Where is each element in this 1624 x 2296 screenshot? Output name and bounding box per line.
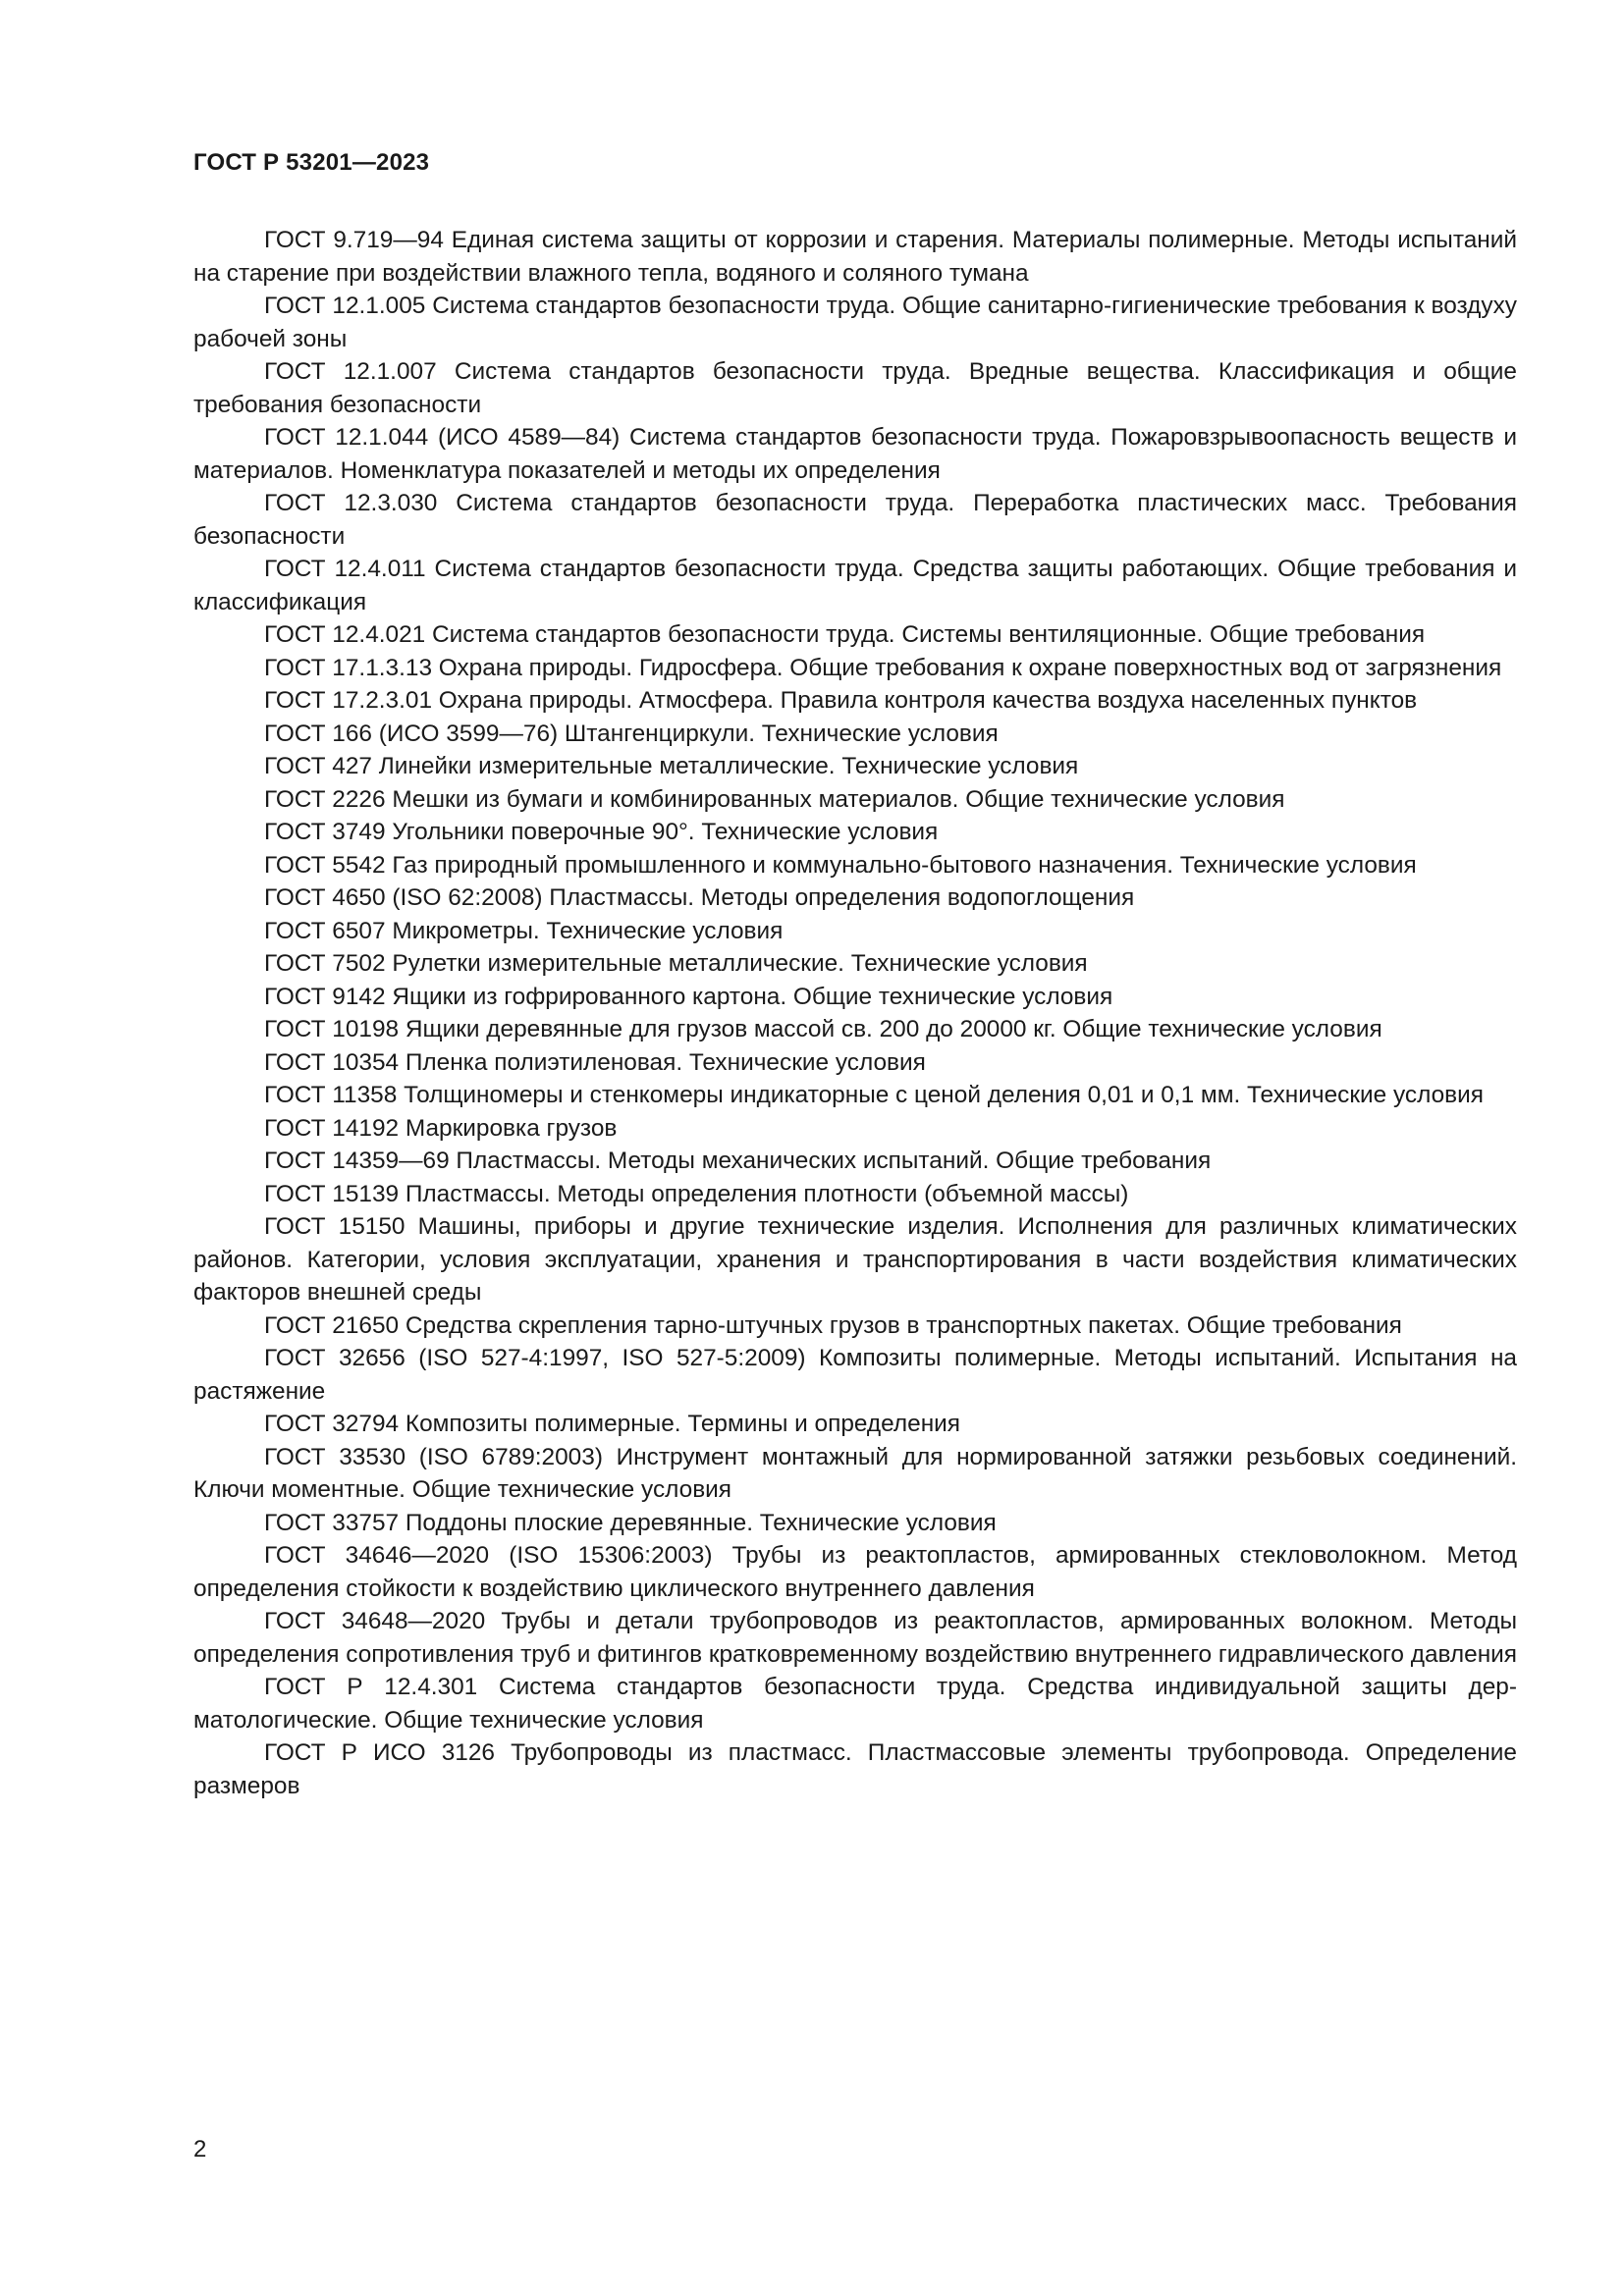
reference-item: ГОСТ 10198 Ящики деревянные для грузов массой св. 200 до 20000 кг. Общие технические условия <box>264 1016 1382 1042</box>
reference-item: ГОСТ 5542 Газ природный промышленного и коммунально-бытового назначения. Технические условия <box>264 851 1417 879</box>
page-header-doc-code: ГОСТ Р 53201—2023 <box>193 149 430 176</box>
reference-item: ГОСТ 15150 Машины, приборы и другие технические изделия. Исполнения для различных климатических районов. Категории, условия эксплуатации, хранения и транспортирования в части воздействия климатических факторов внешней среды <box>193 1213 1517 1306</box>
reference-item: ГОСТ 32656 (ISO 527-4:1997, ISO 527-5:2009) Композиты полимерные. Методы испытаний. Испытания на растяжение <box>193 1345 1517 1405</box>
reference-item: ГОСТ 427 Линейки измерительные металлические. Технические условия <box>264 753 1079 779</box>
reference-item: ГОСТ 14192 Маркировка грузов <box>264 1114 618 1142</box>
reference-item: ГОСТ 14359—69 Пластмассы. Методы механических испытаний. Общие требования <box>264 1148 1212 1174</box>
reference-item: ГОСТ 17.1.3.13 Охрана природы. Гидросфера. Общие требования к охране поверхностных вод от загрязнения <box>264 654 1502 681</box>
reference-item: ГОСТ 12.3.030 Система стандартов безопасности труда. Переработка пластических масс. Требования безопасности <box>193 490 1517 550</box>
reference-item: ГОСТ 3749 Угольники поверочные 90°. Технические условия <box>264 819 939 845</box>
reference-item: ГОСТ 17.2.3.01 Охрана природы. Атмосфера. Правила контроля качества воздуха населенных пунктов <box>264 687 1418 714</box>
reference-item: ГОСТ 21650 Средства скрепления тарно-штучных грузов в транспортных пакетах. Общие требования <box>264 1311 1402 1339</box>
reference-item: ГОСТ 6507 Микрометры. Технические условия <box>264 917 784 944</box>
reference-item: ГОСТ 11358 Толщиномеры и стенкомеры индикаторные с ценой деления 0,01 и 0,1 мм. Технические условия <box>264 1082 1484 1108</box>
reference-item: ГОСТ Р 12.4.301 Система стандартов безопасности труда. Средства индивидуальной защиты дерматологические. Общие технические условия <box>193 1674 1517 1734</box>
reference-item: ГОСТ 33530 (ISO 6789:2003) Инструмент монтажный для нормированной затяжки резьбовых соединений. Ключи моментные. Общие технические условия <box>193 1443 1517 1503</box>
reference-item: ГОСТ 10354 Пленка полиэтиленовая. Технические условия <box>264 1048 926 1076</box>
reference-item: ГОСТ 34648—2020 Трубы и детали трубопроводов из реактопластов, армированных волокном. Методы определения сопротивления труб и фитингов кратковременному воздействию внутреннего гидравлического давления <box>193 1608 1518 1668</box>
normative-references-list <box>193 224 1517 1802</box>
reference-item: ГОСТ 9.719—94 Единая система защиты от коррозии и старения. Материалы полимерные. Методы испытаний на старение при воздействии влажного тепла, водяного и соляного тумана <box>193 227 1517 287</box>
reference-item: ГОСТ 2226 Мешки из бумаги и комбинированных материалов. Общие технические условия <box>264 785 1285 813</box>
reference-item: ГОСТ 166 (ИСО 3599—76) Штангенциркули. Технические условия <box>264 720 999 747</box>
reference-item: ГОСТ 33757 Поддоны плоские деревянные. Технические условия <box>264 1509 997 1536</box>
reference-item: ГОСТ 4650 (ISO 62:2008) Пластмассы. Методы определения водопоглощения <box>264 884 1135 911</box>
page-number: 2 <box>193 2136 207 2163</box>
reference-item: ГОСТ 9142 Ящики из гофрированного картона. Общие технические условия <box>264 983 1113 1010</box>
reference-item: ГОСТ 32794 Композиты полимерные. Термины и определения <box>264 1411 961 1437</box>
reference-item: ГОСТ 12.1.044 (ИСО 4589—84) Система стандартов безопасности труда. Пожаровзрывоопасность веществ и материалов. Номенклатура показателей и методы их определения <box>193 424 1517 484</box>
reference-item: ГОСТ 7502 Рулетки измерительные металлические. Технические условия <box>264 950 1088 977</box>
reference-item: ГОСТ 12.1.007 Система стандартов безопасности труда. Вредные вещества. Классификация и общие требования безопасности <box>193 358 1517 418</box>
reference-item: ГОСТ Р ИСО 3126 Трубопроводы из пластмасс. Пластмассовые элементы трубопровода. Определение размеров <box>193 1739 1517 1799</box>
reference-item: ГОСТ 34646—2020 (ISO 15306:2003) Трубы из реактопластов, армированных стекловолокном. Метод определения стойкости к воздействию циклического внутреннего давления <box>193 1542 1517 1602</box>
reference-item: ГОСТ 12.1.005 Система стандартов безопасности труда. Общие санитарно-гигиенические требования к воздуху рабочей зоны <box>193 293 1517 352</box>
reference-item: ГОСТ 12.4.011 Система стандартов безопасности труда. Средства защиты работающих. Общие требования и классификация <box>193 556 1517 615</box>
reference-item: ГОСТ 15139 Пластмассы. Методы определения плотности (объемной массы) <box>264 1180 1129 1207</box>
reference-item: ГОСТ 12.4.021 Система стандартов безопасности труда. Системы вентиляционные. Общие требования <box>264 621 1426 648</box>
